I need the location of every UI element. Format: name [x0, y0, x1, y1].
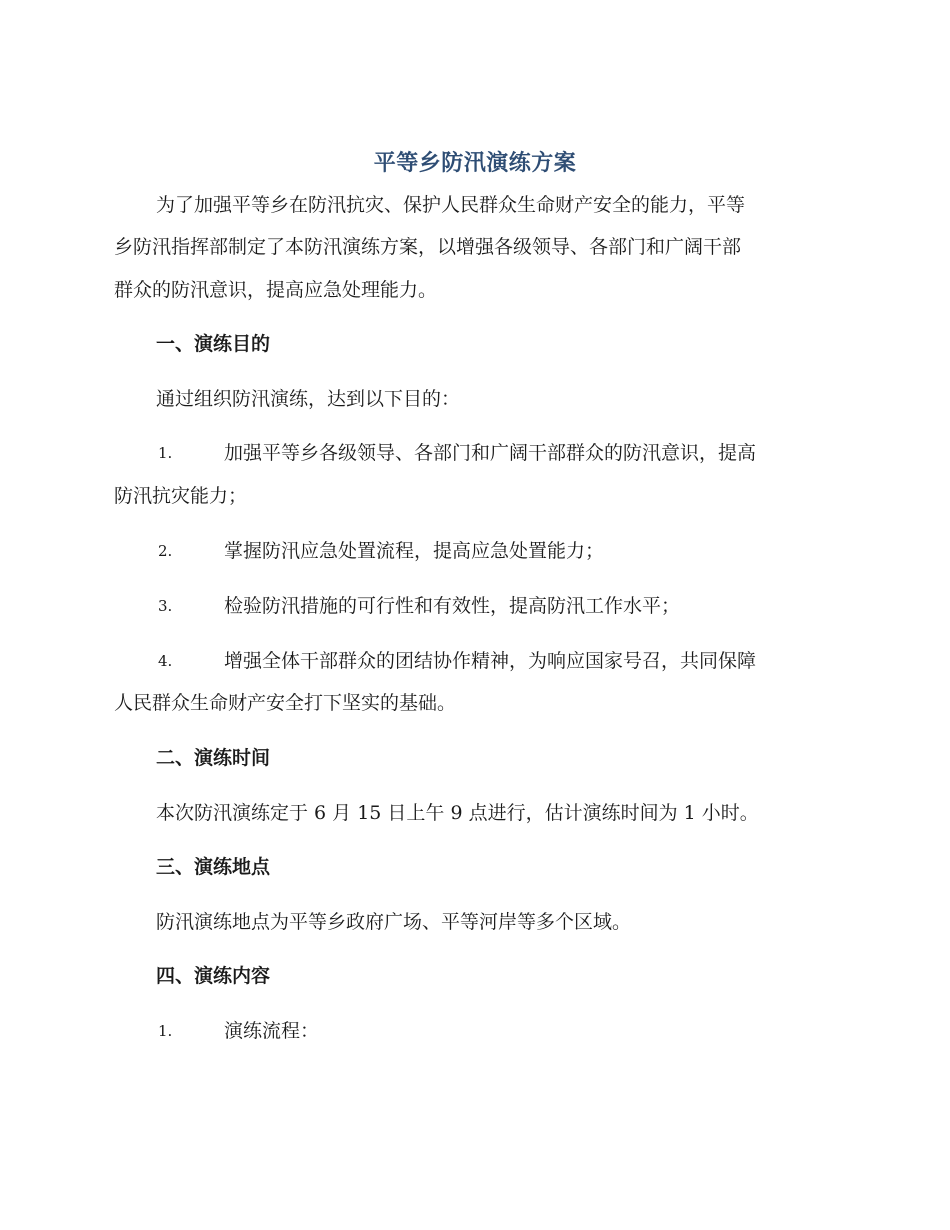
list-item-number: 1. [158, 1022, 173, 1040]
list-item-text: 演练流程： [224, 1020, 320, 1042]
list-item-number: 4. [158, 652, 173, 670]
list-item-text: 检验防汛措施的可行性和有效性，提高防汛工作水平； [224, 595, 681, 617]
list-item-text: 加强平等乡各级领导、各部门和广阔干部群众的防汛意识，提高 [224, 442, 757, 464]
section-body-time: 本次防汛演练定于 6 月 15 日上午 9 点进行，估计演练时间为 1 小时。 [156, 802, 759, 824]
list-item-number: 1. [158, 444, 173, 462]
document-title: 平等乡防汛演练方案 [373, 151, 577, 176]
section-heading-content: 四、演练内容 [156, 965, 271, 987]
section-body-location: 防汛演练地点为平等乡政府广场、平等河岸等多个区域。 [156, 911, 632, 933]
intro-line-3: 群众的防汛意识，提高应急处理能力。 [114, 279, 438, 301]
section-lead-purpose: 通过组织防汛演练，达到以下目的： [156, 388, 461, 410]
intro-line-2: 乡防汛指挥部制定了本防汛演练方案，以增强各级领导、各部门和广阔干部 [114, 236, 742, 258]
list-item-text: 掌握防汛应急处置流程，提高应急处置能力； [224, 540, 605, 562]
list-item-text: 增强全体干部群众的团结协作精神，为响应国家号召，共同保障 [224, 650, 757, 672]
intro-line-1: 为了加强平等乡在防汛抗灾、保护人民群众生命财产安全的能力，平等 [156, 194, 746, 216]
section-heading-purpose: 一、演练目的 [156, 333, 271, 355]
section-heading-location: 三、演练地点 [156, 856, 271, 878]
list-item-continuation: 人民群众生命财产安全打下坚实的基础。 [114, 692, 457, 714]
list-item-continuation: 防汛抗灾能力； [114, 485, 248, 507]
list-item-number: 2. [158, 542, 173, 560]
list-item-number: 3. [158, 597, 173, 615]
section-heading-time: 二、演练时间 [156, 747, 271, 769]
